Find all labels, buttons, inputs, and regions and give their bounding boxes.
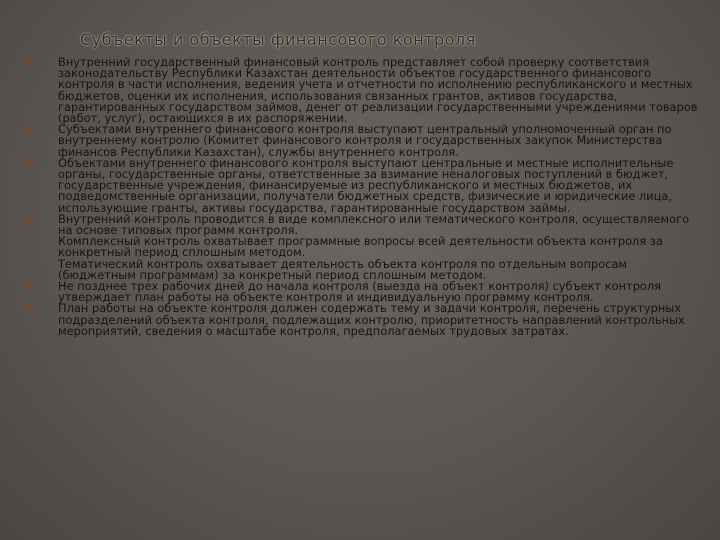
- item-text: Объектами внутреннего финансового контроля выступают центральные и местные исполнительные органы, государственные органы, ответственные за взимание неналоговых поступлений в бюджет, государственные учреждения, финансируемые из республиканского и местных бюджетов, их подведомственные организации, получатели бюджетных средств, физические и юридические лица, использующие гранты, активы государства, гарантированные государством займы.: [58, 155, 674, 215]
- item-text: Субъектами внутреннего финансового контроля выступают центральный уполномоченный орган по внутреннему контролю (Комитет финансового контроля и государственных закупок Министерства финансов Республики Казахстан), службы внутреннего контроля.: [58, 122, 672, 159]
- list-item: [0, 303, 720, 337]
- bullet-icon: [27, 305, 34, 312]
- list-item: [0, 57, 720, 124]
- list-item: [0, 124, 720, 158]
- bullet-icon: [27, 283, 34, 290]
- slide-title: Субъекты и объекты финансового контроля: [80, 30, 476, 49]
- bullet-icon: [27, 160, 34, 167]
- list-item: [0, 211, 720, 282]
- list-item: [0, 155, 720, 215]
- item-text: План работы на объекте контроля должен содержать тему и задачи контроля, перечень структурных подразделений объекта контроля, подлежащих контролю, приоритетность направлений контрольных мероприятий, сведения о масштабе контроля, предполагаемых трудовых затратах.: [58, 301, 685, 338]
- bullet-icon: [27, 59, 34, 66]
- item-text: Внутренний контроль проводится в виде комплексного или тематического контроля, осуществляемого на основе типовых программ контроля.: [58, 211, 690, 238]
- list-item: [0, 281, 720, 303]
- item-text: Комплексный контроль охватывает программные вопросы всей деятельности объекта контроля за конкретный период сплошным методом.: [58, 234, 663, 260]
- item-text: Внутренний государственный финансовый контроль представляет собой проверку соответствия законодательству Республики Казахстан деятельности объектов государственного финансового контроля в части исполнения, ведения учета и отчетности по исполнению республиканского и местных бюджетов, оценки их исполнения, использования связанных грантов, активов государства, гарантированных государством займов, денег от реализации государственными учреждениями товаров (работ, услуг), остающихся в их распоряжении.: [58, 55, 698, 126]
- item-text: Не позднее трех рабочих дней до начала контроля (выезда на объект контроля) субъект контроля утверждает план работы на объекте контроля и индивидуальную программу контроля.: [58, 279, 662, 305]
- bullet-icon: [27, 216, 34, 223]
- bullet-list: [0, 57, 720, 337]
- bullet-icon: [27, 126, 34, 133]
- item-text: Тематический контроль охватывает деятельность объекта контроля по отдельным вопросам (бюджетным программам) за конкретный период сплошным методом.: [58, 256, 628, 282]
